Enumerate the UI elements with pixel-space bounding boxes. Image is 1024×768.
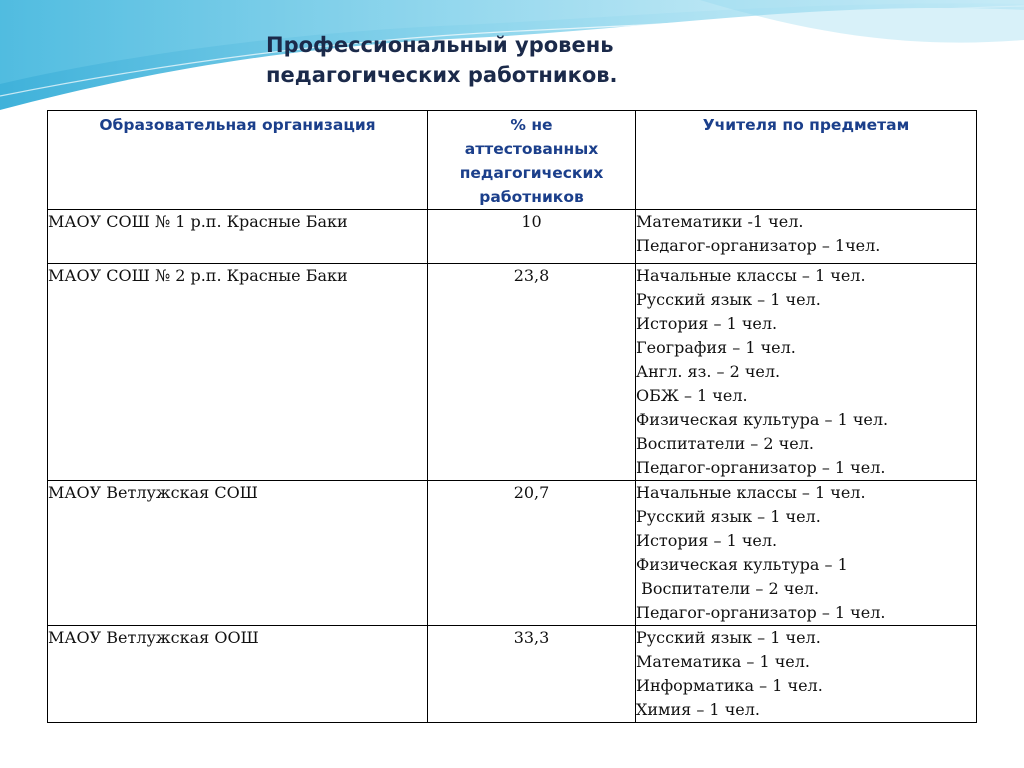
title-line-1: Профессиональный уровень — [266, 33, 614, 57]
table-row — [48, 210, 977, 264]
table-header-row — [48, 111, 977, 210]
header-org: Образовательная организация — [48, 111, 428, 210]
subject-item: Воспитатели – 2 чел. — [636, 579, 820, 598]
subject-item: История – 1 чел. — [636, 531, 778, 550]
pct-cell: 20,7 — [428, 481, 636, 626]
org-cell: МАОУ Ветлужская ООШ — [48, 626, 428, 723]
subject-item: Педагог-организатор – 1 чел. — [636, 458, 886, 477]
subject-item: География – 1 чел. — [636, 338, 796, 357]
subject-item: Математика – 1 чел. — [636, 652, 811, 671]
pct-cell: 10 — [428, 210, 636, 264]
subjects-cell — [636, 626, 977, 723]
subject-item: Педагог-организатор – 1 чел. — [636, 603, 886, 622]
header-subjects: Учителя по предметам — [636, 111, 977, 210]
header-pct-line: % не — [510, 116, 553, 134]
subject-item: Физическая культура – 1 — [636, 555, 848, 574]
pct-cell: 33,3 — [428, 626, 636, 723]
subject-item: Русский язык – 1 чел. — [636, 628, 821, 647]
header-pct-line: аттестованных — [464, 140, 599, 158]
subject-item: Русский язык – 1 чел. — [636, 290, 821, 309]
subjects-cell — [636, 481, 977, 626]
header-pct-line: работников — [479, 188, 584, 206]
subjects-cell — [636, 210, 977, 264]
subject-item: Начальные классы – 1 чел. — [636, 483, 866, 502]
table-row — [48, 481, 977, 626]
subject-item: Физическая культура – 1 чел. — [636, 410, 889, 429]
teachers-table — [47, 110, 977, 723]
subject-item: Информатика – 1 чел. — [636, 676, 823, 695]
subject-item: Русский язык – 1 чел. — [636, 507, 821, 526]
header-pct-line: педагогических — [459, 164, 604, 182]
pct-cell: 23,8 — [428, 264, 636, 481]
subject-item: Математики -1 чел. — [636, 212, 804, 231]
subjects-cell — [636, 264, 977, 481]
title-line-2: педагогических работников. — [266, 63, 618, 87]
org-cell: МАОУ СОШ № 2 р.п. Красные Баки — [48, 264, 428, 481]
org-cell: МАОУ Ветлужская СОШ — [48, 481, 428, 626]
header-pct — [428, 111, 636, 210]
page-title — [266, 30, 618, 90]
subject-item: История – 1 чел. — [636, 314, 778, 333]
subject-item: ОБЖ – 1 чел. — [636, 386, 748, 405]
table-row — [48, 626, 977, 723]
subject-item: Начальные классы – 1 чел. — [636, 266, 866, 285]
subject-item: Англ. яз. – 2 чел. — [636, 362, 781, 381]
subject-item: Химия – 1 чел. — [636, 700, 760, 719]
subject-item: Воспитатели – 2 чел. — [636, 434, 814, 453]
subject-item: Педагог-организатор – 1чел. — [636, 236, 881, 255]
org-cell: МАОУ СОШ № 1 р.п. Красные Баки — [48, 210, 428, 264]
table-row — [48, 264, 977, 481]
